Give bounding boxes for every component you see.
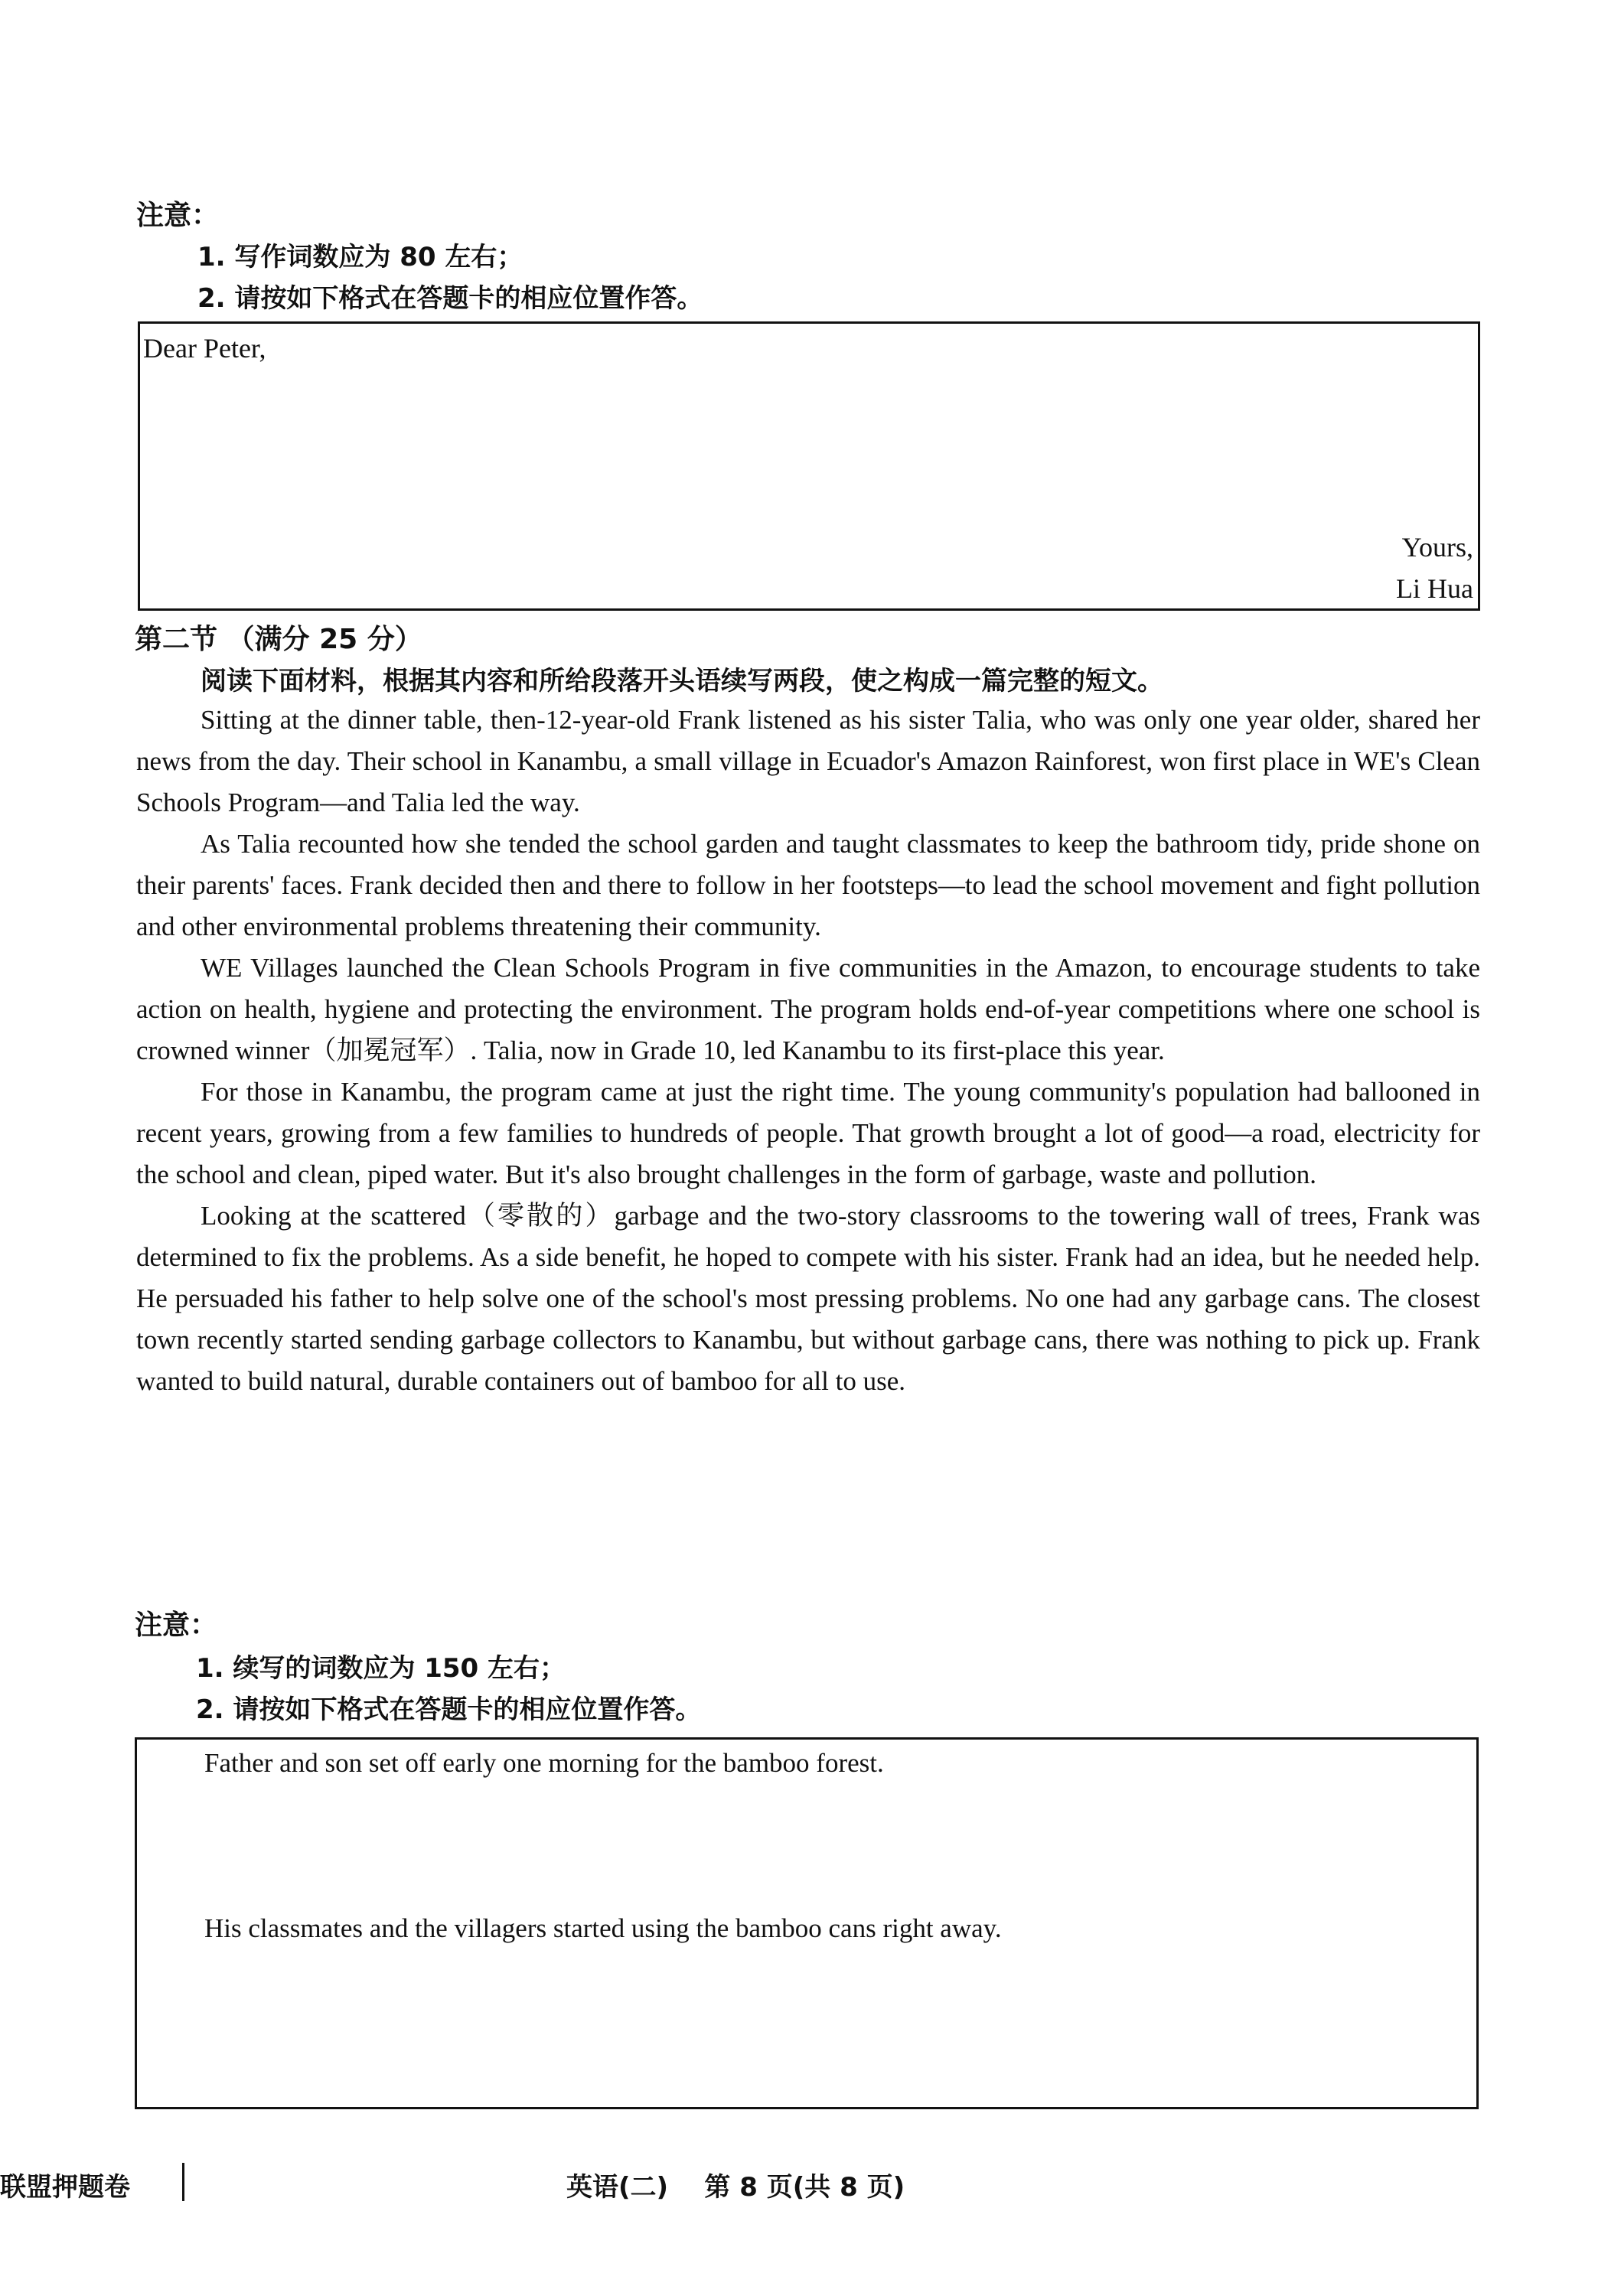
letter-answer-box [138, 321, 1480, 611]
letter-greeting: Dear Peter, [143, 333, 266, 364]
notice-label-2: 注意： [135, 1609, 218, 1641]
footer-divider [182, 2163, 184, 2201]
notice-item-2-2: 2. 请按如下格式在答题卡的相应位置作答。 [196, 1694, 702, 1725]
continuation-answer-box [135, 1737, 1479, 2109]
section2-instruction: 阅读下面材料，根据其内容和所给段落开头语续写两段，使之构成一篇完整的短文。 [201, 666, 1163, 696]
letter-closing: Yours, [1401, 532, 1473, 563]
footer-page-number: 英语(二) 第 8 页(共 8 页) [566, 2172, 905, 2203]
notice-item-1-2: 2. 请按如下格式在答题卡的相应位置作答。 [197, 283, 703, 314]
reading-passage [136, 700, 1480, 1402]
section2-heading: 第二节 （满分 25 分） [135, 624, 422, 655]
continuation-para2-start: His classmates and the villagers started using the bamboo cans right away. [204, 1913, 1002, 1943]
passage-paragraph: Sitting at the dinner table, then-12-year-old Frank listened as his sister Talia, who was only one year older, shared her news from the day. Their school in Kanambu, a small village in Ecuador's Amazon Rainforest, won first place in WE's Clean Schools Program—and Talia led the way. [136, 705, 1480, 817]
letter-signature: Li Hua [1396, 573, 1473, 604]
passage-paragraph: Looking at the scattered（零散的）garbage and the two-story classrooms to the towering wall of trees, Frank was determined to fix the problems. As a side benefit, he hoped to compete with his sister. Frank had an idea, but he needed help. He persuaded his father to help solve one of the school's most pressing problems. No one had any garbage cans. The closest town recently started sending garbage collectors to Kanambu, but without garbage cans, there was nothing to pick up. Frank wanted to build natural, durable containers out of bamboo for all to use. [136, 1201, 1480, 1396]
continuation-para1-start: Father and son set off early one morning for the bamboo forest. [204, 1748, 884, 1778]
notice-item-1-1: 1. 写作词数应为 80 左右； [197, 242, 523, 272]
passage-paragraph: As Talia recounted how she tended the school garden and taught classmates to keep the bathroom tidy, pride shone on their parents' faces. Frank decided then and there to follow in her footsteps—to lead the school movement and fight pollution and other environmental problems threatening their community. [136, 829, 1480, 941]
passage-paragraph: WE Villages launched the Clean Schools Program in five communities in the Amazon, to encourage students to take action on health, hygiene and protecting the environment. The program holds end-of-year competitions where one school is crowned winner（加冕冠军）. Talia, now in Grade 10, led Kanambu to its first-place this year. [136, 953, 1480, 1065]
footer-series-label: 联盟押题卷 [0, 2172, 130, 2203]
notice-label-1: 注意： [136, 200, 220, 231]
notice-item-2-1: 1. 续写的词数应为 150 左右； [196, 1653, 566, 1684]
passage-paragraph: For those in Kanambu, the program came at just the right time. The young community's population had ballooned in recent years, growing from a few families to hundreds of people. That growth brought a lot of good—a road, electricity for the school and clean, piped water. But it's also brought challenges in the form of garbage, waste and pollution. [136, 1077, 1480, 1189]
